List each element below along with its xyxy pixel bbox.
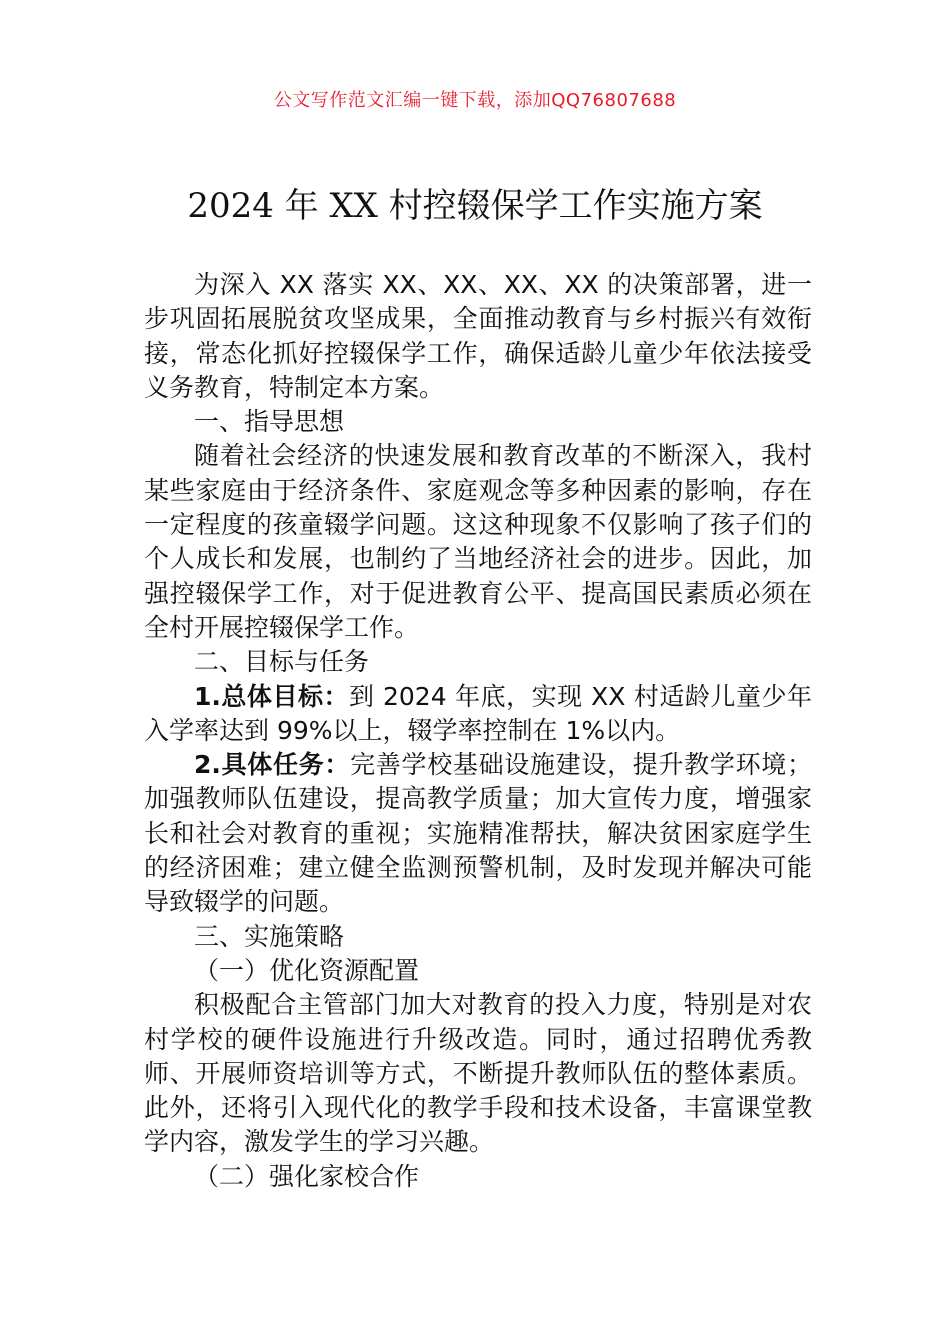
task-text: 完善学校基础设施建设，提升教学环境；加强教师队伍建设，提高教学质量；加大宣传力度，增强家长和社会对教育的重视；实施精准帮扶，解决贫困家庭学生的经济困难；建立健全监测预警机制，及时发现并解决可能导致辍学的问题。 bbox=[144, 750, 812, 917]
section2-heading: 二、目标与任务 bbox=[194, 647, 370, 677]
goal-paragraph bbox=[144, 680, 812, 749]
subsection2-heading: （二）强化家校合作 bbox=[194, 1161, 420, 1191]
section1-paragraph: 随着社会经济的快速发展和教育改革的不断深入，我村某些家庭由于经济条件、家庭观念等多种因素的影响，存在一定程度的孩童辍学问题。这这种现象不仅影响了孩子们的个人成长和发展，也制约了当地经济社会的进步。因此，加强控辍保学工作，对于促进教育公平、提高国民素质必须在全村开展控辍保学工作。 bbox=[144, 441, 812, 642]
section3-heading: 三、实施策略 bbox=[194, 921, 345, 951]
goal-text: 到 2024 年底，实现 XX 村适龄儿童少年入学率达到 99%以上，辍学率控制在 1%以内。 bbox=[144, 681, 812, 745]
document-title: 2024 年 XX 村控辍保学工作实施方案 bbox=[187, 186, 763, 226]
task-label: 2.具体任务： bbox=[194, 750, 351, 780]
subsection1-paragraph: 积极配合主管部门加大对教育的投入力度，特别是对农村学校的硬件设施进行升级改造。同时，通过招聘优秀教师、开展师资培训等方式，不断提升教师队伍的整体素质。此外，还将引入现代化的教学手段和技术设备，丰富课堂教学内容，激发学生的学习兴趣。 bbox=[144, 990, 812, 1157]
section1-heading: 一、指导思想 bbox=[194, 407, 345, 437]
goal-label: 1.总体目标： bbox=[194, 681, 350, 711]
task-paragraph bbox=[144, 748, 812, 919]
header-note: 公文写作范文汇编一键下载，添加QQ76807688 bbox=[273, 90, 677, 111]
intro-paragraph: 为深入 XX 落实 XX、XX、XX、XX 的决策部署，进一步巩固拓展脱贫攻坚成果，全面推动教育与乡村振兴有效衔接，常态化抓好控辍保学工作，确保适龄儿童少年依法接受义务教育，特制定本方案。 bbox=[144, 270, 812, 402]
document-body bbox=[144, 268, 812, 1194]
subsection1-heading: （一）优化资源配置 bbox=[194, 955, 420, 985]
